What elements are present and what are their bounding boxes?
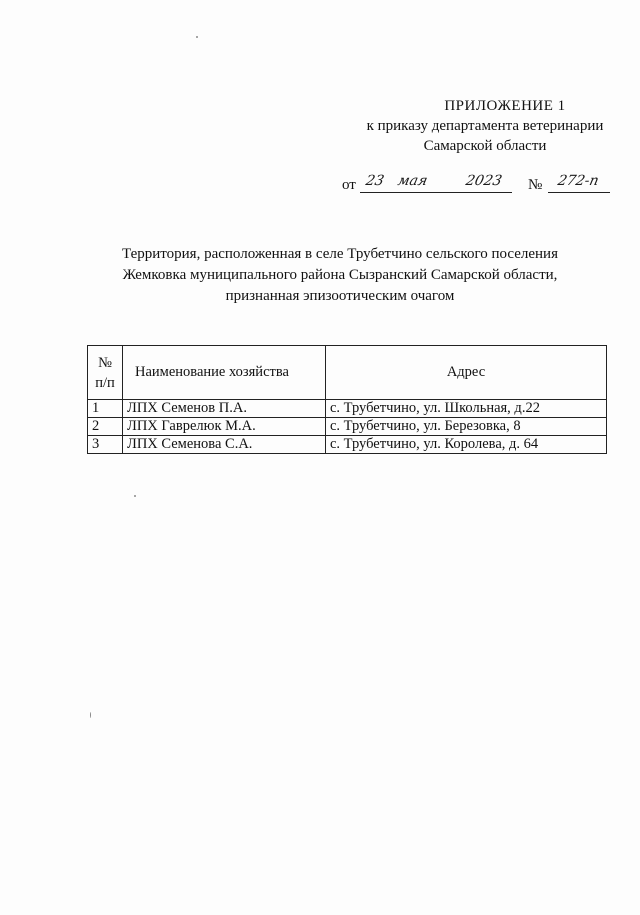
scan-speck — [134, 495, 136, 497]
date-underline — [360, 192, 512, 193]
appendix-line-order: к приказу департамента ветеринарии — [366, 118, 604, 134]
appendix-header — [340, 96, 630, 156]
document-title — [100, 244, 580, 307]
cell-address: с. Трубетчино, ул. Королева, д. 64 — [326, 436, 607, 454]
handwritten-year: 2023 — [464, 173, 504, 189]
cell-name: ЛПХ Семенова С.А. — [123, 436, 326, 454]
appendix-line-region: Самарской области — [423, 138, 547, 154]
handwritten-day: 23 — [364, 173, 386, 189]
header-number-sign: № — [98, 354, 112, 371]
scan-speck — [196, 36, 198, 38]
number-underline — [548, 192, 610, 193]
cell-address: с. Трубетчино, ул. Березовка, 8 — [326, 418, 607, 436]
order-date-number-line — [342, 173, 612, 195]
number-label: № — [528, 177, 543, 193]
handwritten-month: мая — [396, 173, 429, 189]
title-line-1: Территория, расположенная в селе Трубетчино сельского поселения — [122, 246, 558, 262]
table-row — [88, 436, 607, 454]
title-line-2: Жемковка муниципального района Сызранский Самарской области, — [122, 267, 558, 283]
cell-number: 1 — [88, 400, 123, 418]
appendix-title: ПРИЛОЖЕНИЕ 1 — [444, 98, 566, 114]
cell-number: 3 — [88, 436, 123, 454]
table-row — [88, 418, 607, 436]
header-number-pp: п/п — [95, 374, 115, 391]
header-cell-number — [88, 346, 123, 400]
cell-address: с. Трубетчино, ул. Школьная, д.22 — [326, 400, 607, 418]
cell-name: ЛПХ Семенов П.А. — [123, 400, 326, 418]
scan-speck — [90, 712, 91, 718]
date-from-label: от — [342, 177, 356, 193]
header-cell-address: Адрес — [326, 346, 607, 400]
header-cell-name: Наименование хозяйства — [123, 346, 326, 400]
cell-number: 2 — [88, 418, 123, 436]
farms-address-table — [87, 345, 607, 454]
table-header-row — [88, 346, 607, 400]
handwritten-number: 272-п — [556, 173, 601, 189]
title-line-3: признанная эпизоотическим очагом — [225, 288, 455, 304]
table-row — [88, 400, 607, 418]
cell-name: ЛПХ Гаврелюк М.А. — [123, 418, 326, 436]
